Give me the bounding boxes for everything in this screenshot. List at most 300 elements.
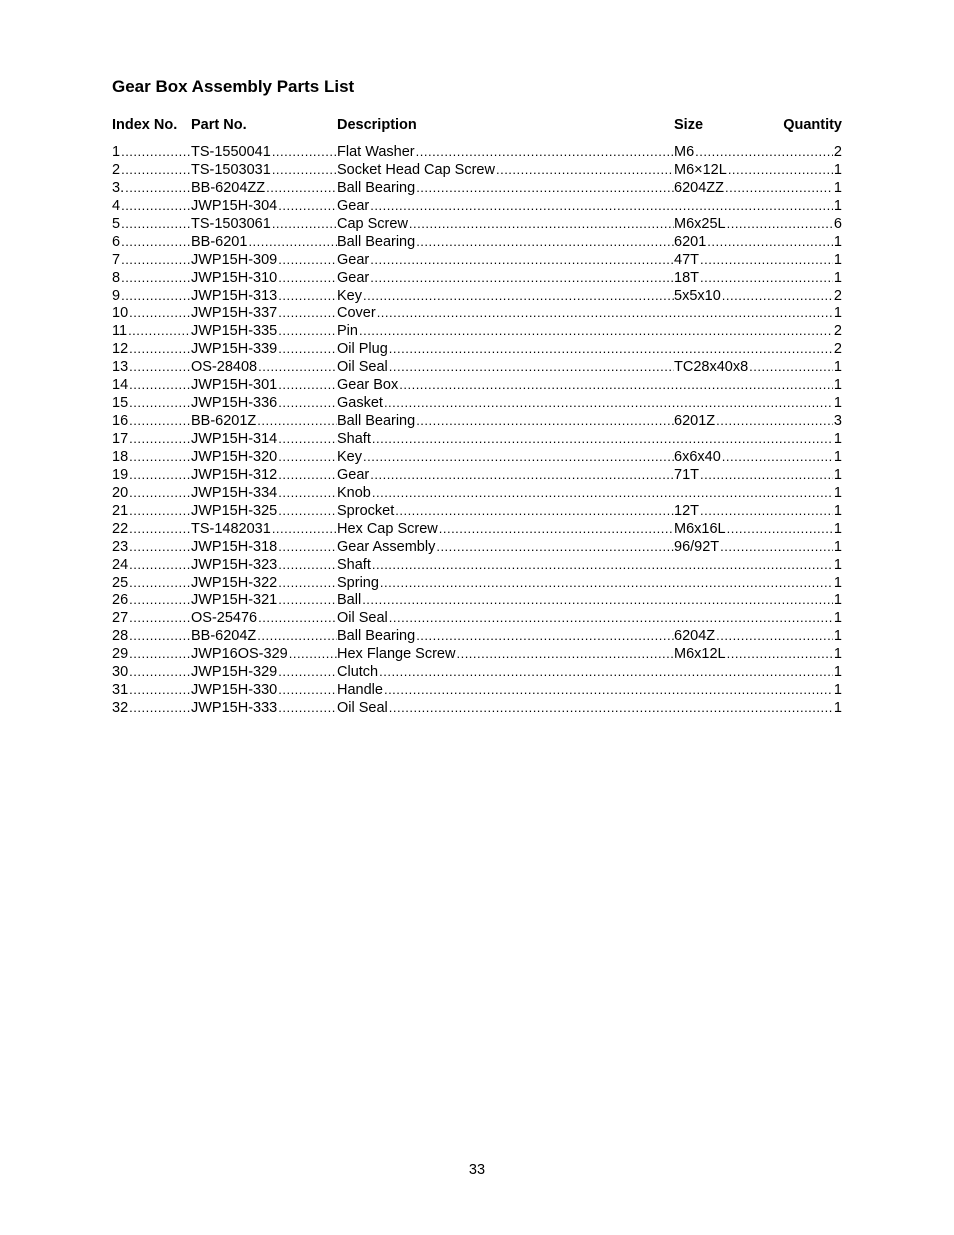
cell-index: [112, 269, 191, 287]
dot-leader: [278, 304, 337, 322]
cell-part-no: [191, 358, 337, 376]
cell-index: [112, 322, 191, 340]
table-row: [0, 304, 954, 322]
table-row: [0, 484, 954, 502]
table-row: [0, 412, 954, 430]
cell-quantity: 6: [833, 215, 842, 232]
cell-index-text: 10: [112, 305, 129, 322]
cell-description-text: Shaft: [337, 431, 371, 447]
cell-size-text: TC28x40x8: [674, 359, 749, 376]
cell-size: [674, 538, 833, 556]
cell-part-no-text: JWP15H-333: [191, 700, 278, 717]
cell-index: [112, 376, 191, 394]
dot-leader: [700, 466, 833, 484]
cell-part-no: [191, 143, 337, 161]
table-row: [0, 609, 954, 627]
cell-quantity: 1: [833, 682, 842, 699]
dot-leader: [248, 233, 337, 251]
cell-index-text: 18: [112, 448, 129, 465]
table-row: [0, 448, 954, 466]
cell-description: [337, 394, 833, 412]
dot-leader: [372, 556, 833, 574]
cell-description-text: Key: [337, 448, 362, 465]
dot-leader: [695, 143, 833, 161]
cell-index-text: 14: [112, 377, 129, 394]
dot-leader: [370, 197, 833, 215]
dot-leader: [456, 645, 674, 663]
cell-size-text: 6201: [674, 233, 707, 250]
cell-size: [674, 627, 833, 645]
dot-leader: [416, 179, 674, 197]
dot-leader: [121, 251, 191, 269]
dot-leader: [384, 681, 833, 699]
cell-index-text: 13: [112, 359, 129, 376]
cell-description-text: Ball Bearing: [337, 179, 416, 196]
cell-description-text: Ball: [337, 592, 362, 609]
cell-part-no-text: JWP15H-312: [191, 466, 278, 483]
cell-description: [337, 502, 674, 520]
dot-leader: [121, 143, 191, 161]
dot-leader: [727, 520, 833, 538]
cell-index-text: 6: [112, 233, 121, 250]
cell-description-text: Gear Box: [337, 377, 399, 394]
cell-part-no-text: JWP15H-321: [191, 592, 278, 609]
dot-leader: [496, 161, 674, 179]
dot-leader: [725, 179, 833, 197]
cell-index-text: 28: [112, 628, 129, 645]
table-row: [0, 645, 954, 663]
cell-index: [112, 520, 191, 538]
cell-description: [337, 179, 674, 197]
dot-leader: [722, 287, 833, 305]
cell-quantity: 2: [833, 341, 842, 358]
cell-size: [674, 161, 833, 179]
cell-index-text: 26: [112, 592, 129, 609]
table-row: [0, 520, 954, 538]
cell-size-text: 6201Z: [674, 413, 716, 430]
dot-leader: [129, 699, 191, 717]
cell-index: [112, 251, 191, 269]
dot-leader: [416, 627, 674, 645]
cell-index-text: 15: [112, 395, 129, 412]
dot-leader: [384, 394, 833, 412]
dot-leader: [129, 376, 191, 394]
cell-size-text: M6×12L: [674, 161, 727, 178]
cell-part-no: [191, 627, 337, 645]
dot-leader: [129, 340, 191, 358]
dot-leader: [749, 358, 833, 376]
dot-leader: [129, 448, 191, 466]
cell-description: [337, 251, 674, 269]
dot-leader: [129, 556, 191, 574]
cell-index: [112, 484, 191, 502]
cell-index-text: 24: [112, 556, 129, 573]
dot-leader: [707, 233, 833, 251]
cell-description: [337, 430, 833, 448]
cell-quantity: 1: [833, 161, 842, 178]
cell-description-text: Gear: [337, 197, 370, 214]
cell-size: [674, 520, 833, 538]
cell-description: [337, 699, 833, 717]
cell-description-text: Spring: [337, 574, 379, 591]
cell-index-text: 12: [112, 341, 129, 358]
cell-index-text: 3.: [112, 179, 125, 196]
parts-list: [0, 143, 954, 717]
dot-leader: [121, 161, 191, 179]
cell-description: [337, 197, 833, 215]
cell-part-no: [191, 304, 337, 322]
cell-quantity: 1: [833, 700, 842, 717]
cell-description: [337, 466, 674, 484]
cell-quantity: 1: [833, 574, 842, 591]
cell-quantity: 1: [833, 431, 842, 447]
cell-description: [337, 269, 674, 287]
cell-part-no: [191, 233, 337, 251]
dot-leader: [700, 251, 833, 269]
cell-index: [112, 609, 191, 627]
cell-part-no: [191, 484, 337, 502]
table-row: [0, 197, 954, 215]
cell-index-text: 8: [112, 269, 121, 286]
dot-leader: [121, 233, 191, 251]
cell-quantity: 1: [833, 646, 842, 663]
cell-quantity: 1: [833, 233, 842, 250]
cell-index: [112, 627, 191, 645]
dot-leader: [129, 466, 191, 484]
table-row: [0, 663, 954, 681]
table-row: [0, 699, 954, 717]
cell-size: [674, 143, 833, 161]
cell-description-text: Oil Seal: [337, 610, 388, 627]
dot-leader: [129, 520, 191, 538]
cell-description: [337, 215, 674, 233]
cell-index-text: 27: [112, 610, 129, 627]
cell-description-text: Flat Washer: [337, 144, 415, 160]
cell-index: [112, 466, 191, 484]
cell-index: [112, 161, 191, 179]
cell-part-no-text: JWP15H-304: [191, 197, 278, 214]
cell-description: [337, 609, 833, 627]
dot-leader: [258, 358, 337, 376]
cell-part-no: [191, 179, 337, 197]
cell-size: [674, 502, 833, 520]
cell-part-no-text: JWP15H-314: [191, 431, 278, 447]
cell-part-no: [191, 412, 337, 430]
cell-part-no-text: JWP15H-330: [191, 682, 278, 699]
cell-part-no-text: JWP15H-337: [191, 305, 278, 322]
table-row: [0, 376, 954, 394]
cell-quantity: 1: [833, 502, 842, 519]
table-row: [0, 287, 954, 305]
dot-leader: [278, 681, 337, 699]
dot-leader: [129, 645, 191, 663]
cell-part-no: [191, 161, 337, 179]
cell-part-no-text: JWP15H-329: [191, 664, 278, 681]
dot-leader: [129, 502, 191, 520]
cell-quantity: 2: [833, 287, 842, 304]
table-row: [0, 322, 954, 340]
cell-part-no: [191, 448, 337, 466]
cell-index-text: 1: [112, 144, 121, 160]
cell-index-text: 2: [112, 161, 121, 178]
cell-index: [112, 143, 191, 161]
cell-size-text: 5x5x10: [674, 287, 721, 304]
table-row: [0, 251, 954, 269]
cell-part-no-text: JWP15H-336: [191, 395, 278, 412]
cell-description-text: Ball Bearing: [337, 413, 416, 430]
cell-description: [337, 591, 833, 609]
dot-leader: [395, 502, 674, 520]
page-title: Gear Box Assembly Parts List: [112, 77, 355, 96]
dot-leader: [416, 412, 674, 430]
table-row: [0, 556, 954, 574]
cell-index: [112, 663, 191, 681]
cell-part-no-text: BB-6201: [191, 233, 248, 250]
dot-leader: [129, 627, 191, 645]
cell-index: [112, 394, 191, 412]
cell-part-no: [191, 269, 337, 287]
cell-index: [112, 502, 191, 520]
dot-leader: [121, 197, 191, 215]
cell-index-text: 9: [112, 287, 121, 304]
table-row: [0, 430, 954, 448]
cell-description-text: Hex Cap Screw: [337, 520, 438, 537]
dot-leader: [278, 394, 337, 412]
cell-size-text: 96/92T: [674, 538, 720, 555]
dot-leader: [121, 287, 191, 305]
cell-part-no-text: OS-25476: [191, 610, 258, 627]
dot-leader: [129, 538, 191, 556]
cell-index-text: 17: [112, 431, 129, 447]
cell-part-no: [191, 466, 337, 484]
cell-size: [674, 645, 833, 663]
table-row: [0, 627, 954, 645]
dot-leader: [278, 251, 337, 269]
cell-index: [112, 538, 191, 556]
dot-leader: [363, 448, 674, 466]
dot-leader: [278, 699, 337, 717]
dot-leader: [121, 215, 191, 233]
cell-quantity: 1: [833, 520, 842, 537]
cell-index-text: 21: [112, 502, 129, 519]
cell-index: [112, 430, 191, 448]
cell-index-text: 7: [112, 251, 121, 268]
dot-leader: [370, 269, 674, 287]
cell-index-text: 32: [112, 700, 129, 717]
cell-size-text: 71T: [674, 466, 699, 483]
cell-index-text: 11: [112, 323, 128, 340]
cell-index: [112, 358, 191, 376]
cell-index: [112, 233, 191, 251]
cell-quantity: 1: [833, 448, 842, 465]
cell-size-text: 47T: [674, 251, 699, 268]
dot-leader: [278, 269, 337, 287]
table-row: [0, 161, 954, 179]
cell-description-text: Shaft: [337, 556, 371, 573]
cell-size: [674, 179, 833, 197]
cell-part-no-text: JWP16OS-329: [191, 646, 288, 663]
cell-description: [337, 304, 833, 322]
cell-index: [112, 556, 191, 574]
dot-leader: [272, 161, 337, 179]
cell-description: [337, 233, 674, 251]
dot-leader: [257, 627, 337, 645]
cell-part-no-text: TS-1550041: [191, 144, 271, 160]
cell-index: [112, 215, 191, 233]
dot-leader: [278, 322, 337, 340]
cell-description-text: Ball Bearing: [337, 628, 416, 645]
cell-part-no-text: JWP15H-313: [191, 287, 278, 304]
dot-leader: [728, 161, 833, 179]
cell-part-no-text: BB-6204Z: [191, 628, 257, 645]
dot-leader: [129, 663, 191, 681]
cell-part-no: [191, 251, 337, 269]
cell-description: [337, 448, 674, 466]
cell-index-text: 5: [112, 215, 121, 232]
cell-quantity: 1: [833, 251, 842, 268]
dot-leader: [125, 179, 191, 197]
dot-leader: [129, 430, 191, 448]
table-row: [0, 574, 954, 592]
cell-part-no: [191, 340, 337, 358]
cell-part-no-text: OS-28408: [191, 359, 258, 376]
cell-quantity: 1: [833, 466, 842, 483]
cell-quantity: 1: [833, 395, 842, 412]
dot-leader: [359, 322, 833, 340]
cell-index-text: 19: [112, 466, 129, 483]
cell-part-no: [191, 591, 337, 609]
cell-size: [674, 448, 833, 466]
cell-part-no-text: JWP15H-318: [191, 538, 278, 555]
table-row: [0, 143, 954, 161]
cell-index: [112, 179, 191, 197]
cell-part-no: [191, 215, 337, 233]
cell-size-text: 12T: [674, 502, 699, 519]
cell-size-text: 6x6x40: [674, 448, 721, 465]
cell-index: [112, 574, 191, 592]
cell-quantity: 1: [833, 538, 842, 555]
cell-quantity: 1: [833, 628, 842, 645]
table-row: [0, 591, 954, 609]
cell-part-no-text: TS-1482031: [191, 520, 271, 537]
cell-index-text: 20: [112, 484, 129, 501]
cell-part-no: [191, 502, 337, 520]
cell-description-text: Oil Seal: [337, 700, 388, 717]
cell-quantity: 1: [833, 592, 842, 609]
cell-description: [337, 412, 674, 430]
cell-part-no-text: JWP15H-322: [191, 574, 278, 591]
dot-leader: [379, 663, 833, 681]
cell-description: [337, 556, 833, 574]
dot-leader: [389, 340, 833, 358]
cell-size: [674, 251, 833, 269]
cell-quantity: 1: [833, 269, 842, 286]
cell-part-no-text: BB-6204ZZ: [191, 179, 266, 196]
dot-leader: [278, 340, 337, 358]
cell-description-text: Handle: [337, 682, 383, 699]
cell-index-text: 25: [112, 574, 129, 591]
dot-leader: [258, 609, 337, 627]
cell-size-text: 18T: [674, 269, 699, 286]
dot-leader: [370, 251, 674, 269]
cell-description-text: Socket Head Cap Screw: [337, 161, 495, 178]
cell-description: [337, 627, 674, 645]
cell-part-no-text: JWP15H-301: [191, 377, 278, 394]
dot-leader: [377, 304, 833, 322]
cell-part-no: [191, 609, 337, 627]
cell-part-no: [191, 681, 337, 699]
cell-part-no-text: JWP15H-320: [191, 448, 278, 465]
cell-description: [337, 484, 833, 502]
dot-leader: [389, 699, 833, 717]
cell-part-no-text: JWP15H-310: [191, 269, 278, 286]
cell-part-no: [191, 663, 337, 681]
cell-part-no-text: TS-1503031: [191, 161, 271, 178]
cell-index: [112, 412, 191, 430]
dot-leader: [278, 448, 337, 466]
cell-part-no-text: TS-1503061: [191, 215, 271, 232]
cell-index: [112, 448, 191, 466]
cell-part-no: [191, 574, 337, 592]
cell-quantity: 1: [833, 377, 842, 394]
cell-part-no: [191, 394, 337, 412]
cell-description: [337, 143, 674, 161]
cell-description-text: Gear Assembly: [337, 538, 436, 555]
cell-index: [112, 197, 191, 215]
dot-leader: [129, 394, 191, 412]
dot-leader: [439, 520, 674, 538]
cell-part-no-text: JWP15H-323: [191, 556, 278, 573]
cell-part-no-text: JWP15H-334: [191, 484, 278, 501]
dot-leader: [372, 430, 833, 448]
cell-description-text: Knob: [337, 484, 371, 501]
dot-leader: [129, 304, 191, 322]
cell-size: [674, 269, 833, 287]
cell-description: [337, 287, 674, 305]
column-header-description: Description: [337, 117, 417, 133]
cell-description-text: Clutch: [337, 664, 379, 681]
dot-leader: [272, 215, 337, 233]
dot-leader: [716, 412, 833, 430]
page-number: 33: [468, 1162, 486, 1178]
cell-description: [337, 574, 833, 592]
cell-description-text: Gear: [337, 251, 370, 268]
dot-leader: [278, 376, 337, 394]
cell-size-text: M6x25L: [674, 215, 726, 232]
cell-part-no: [191, 287, 337, 305]
table-row: [0, 681, 954, 699]
cell-part-no-text: JWP15H-339: [191, 341, 278, 358]
cell-description: [337, 645, 674, 663]
table-row: [0, 269, 954, 287]
dot-leader: [278, 197, 337, 215]
cell-index: [112, 645, 191, 663]
dot-leader: [380, 574, 833, 592]
dot-leader: [716, 627, 833, 645]
cell-part-no-text: JWP15H-335: [191, 323, 278, 340]
table-row: [0, 358, 954, 376]
cell-quantity: 1: [833, 610, 842, 627]
cell-description: [337, 663, 833, 681]
cell-part-no: [191, 645, 337, 663]
dot-leader: [278, 663, 337, 681]
dot-leader: [129, 412, 191, 430]
cell-index: [112, 287, 191, 305]
cell-size-text: 6204Z: [674, 628, 716, 645]
cell-size: [674, 287, 833, 305]
cell-size-text: 6204ZZ: [674, 179, 724, 196]
dot-leader: [700, 269, 833, 287]
